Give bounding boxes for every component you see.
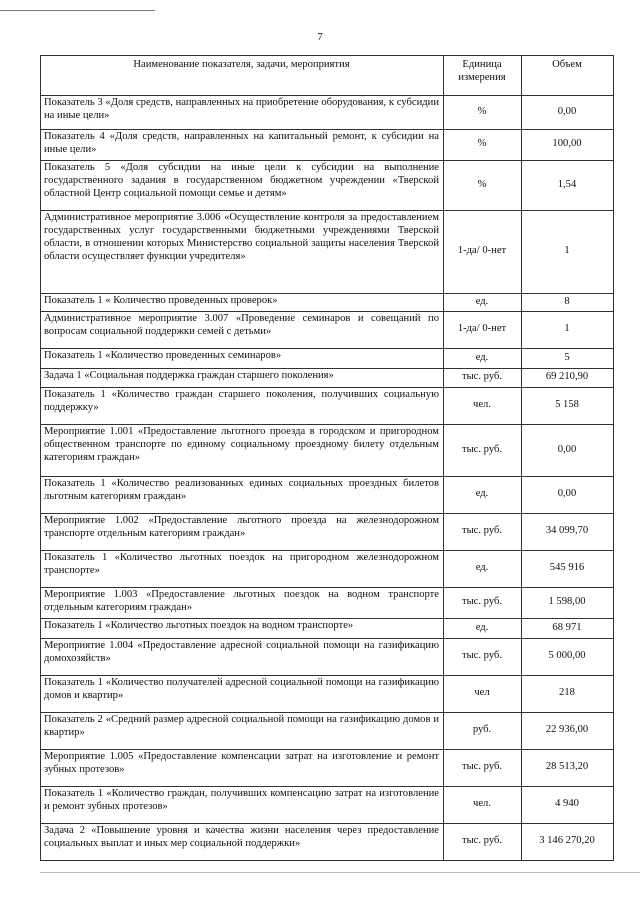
row-value: 0,00 xyxy=(522,425,614,477)
row-unit: % xyxy=(444,96,522,130)
row-unit: 1-да/ 0-нет xyxy=(444,211,522,294)
row-unit: тыс. руб. xyxy=(444,425,522,477)
row-unit: чел. xyxy=(444,388,522,425)
row-value: 1 598,00 xyxy=(522,588,614,619)
row-value: 28 513,20 xyxy=(522,750,614,787)
header-name: Наименование показателя, задачи, мероприятия xyxy=(41,56,444,96)
row-unit: % xyxy=(444,161,522,211)
row-value: 22 936,00 xyxy=(522,713,614,750)
row-name: Мероприятие 1.004 «Предоставление адресной социальной помощи на газификацию домохозяйств» xyxy=(41,639,444,676)
table-row xyxy=(41,369,614,388)
row-name: Показатель 1 «Количество льготных поездок на пригородном железнодорожном транспорте» xyxy=(41,551,444,588)
row-name: Показатель 1 «Количество льготных поездок на водном транспорте» xyxy=(41,619,444,639)
table-row xyxy=(41,514,614,551)
row-name: Показатель 1 «Количество получателей адресной социальной помощи на газификацию домов и квартир» xyxy=(41,676,444,713)
row-name: Показатель 1 «Количество реализованных единых социальных проездных билетов льготным категориям граждан» xyxy=(41,477,444,514)
row-unit: тыс. руб. xyxy=(444,369,522,388)
table-row xyxy=(41,619,614,639)
row-unit: тыс. руб. xyxy=(444,514,522,551)
row-name: Показатель 4 «Доля средств, направленных на капитальный ремонт, к субсидии на иные цели» xyxy=(41,130,444,161)
row-unit: ед. xyxy=(444,619,522,639)
row-unit: ед. xyxy=(444,294,522,312)
row-unit: 1-да/ 0-нет xyxy=(444,312,522,349)
row-value: 5 158 xyxy=(522,388,614,425)
table-row xyxy=(41,713,614,750)
indicators-table xyxy=(40,55,614,861)
row-value: 5 000,00 xyxy=(522,639,614,676)
row-value: 3 146 270,20 xyxy=(522,824,614,861)
row-name: Задача 2 «Повышение уровня и качества жизни населения через предоставление социальных выплат и иных мер социальной поддержки» xyxy=(41,824,444,861)
table-row xyxy=(41,425,614,477)
row-value: 545 916 xyxy=(522,551,614,588)
row-unit: чел. xyxy=(444,787,522,824)
row-value: 4 940 xyxy=(522,787,614,824)
table-row xyxy=(41,824,614,861)
row-value: 1 xyxy=(522,211,614,294)
table-row xyxy=(41,130,614,161)
row-value: 100,00 xyxy=(522,130,614,161)
table-row xyxy=(41,588,614,619)
table-row xyxy=(41,96,614,130)
row-name: Административное мероприятие 3.006 «Осуществление контроля за предоставлением государственных услуг государственными бюджетными учреждениями Тверской области, в отношении которых Министерство социальной защиты населения Тверской области осуществляет функции учредителя» xyxy=(41,211,444,294)
row-value: 8 xyxy=(522,294,614,312)
row-name: Показатель 1 «Количество граждан, получивших компенсацию затрат на изготовление и ремонт зубных протезов» xyxy=(41,787,444,824)
row-name: Мероприятие 1.001 «Предоставление льготного проезда в городском и пригородном общественном транспорте по единому социальному проездному билету отдельным категориям граждан» xyxy=(41,425,444,477)
table-row xyxy=(41,750,614,787)
row-value: 1,54 xyxy=(522,161,614,211)
row-unit: тыс. руб. xyxy=(444,588,522,619)
row-value: 69 210,90 xyxy=(522,369,614,388)
row-name: Показатель 1 « Количество проведенных проверок» xyxy=(41,294,444,312)
row-value: 5 xyxy=(522,349,614,369)
row-name: Мероприятие 1.002 «Предоставление льготного проезда на железнодорожном транспорте отдельным категориям граждан» xyxy=(41,514,444,551)
table-row xyxy=(41,161,614,211)
row-name: Административное мероприятие 3.007 «Проведение семинаров и совещаний по вопросам социальной поддержки семей с детьми» xyxy=(41,312,444,349)
row-name: Задача 1 «Социальная поддержка граждан старшего поколения» xyxy=(41,369,444,388)
header-unit: Единица измерения xyxy=(444,56,522,96)
row-name: Мероприятие 1.005 «Предоставление компенсации затрат на изготовление и ремонт зубных протезов» xyxy=(41,750,444,787)
row-value: 0,00 xyxy=(522,477,614,514)
row-name: Мероприятие 1.003 «Предоставление льготных поездок на водном транспорте отдельным категориям граждан» xyxy=(41,588,444,619)
row-unit: ед. xyxy=(444,477,522,514)
row-value: 218 xyxy=(522,676,614,713)
row-unit: % xyxy=(444,130,522,161)
row-name: Показатель 2 «Средний размер адресной социальной помощи на газификацию домов и квартир» xyxy=(41,713,444,750)
row-unit: ед. xyxy=(444,551,522,588)
table-row xyxy=(41,787,614,824)
row-value: 1 xyxy=(522,312,614,349)
page-number: 7 xyxy=(317,31,323,43)
row-unit: тыс. руб. xyxy=(444,824,522,861)
row-value: 34 099,70 xyxy=(522,514,614,551)
row-name: Показатель 1 «Количество граждан старшего поколения, получивших социальную поддержку» xyxy=(41,388,444,425)
table-row xyxy=(41,312,614,349)
table-row xyxy=(41,211,614,294)
row-value: 68 971 xyxy=(522,619,614,639)
row-unit: тыс. руб. xyxy=(444,639,522,676)
row-unit: чел xyxy=(444,676,522,713)
header-value: Объем xyxy=(522,56,614,96)
table-row xyxy=(41,639,614,676)
table-row xyxy=(41,477,614,514)
table-row xyxy=(41,676,614,713)
row-unit: ед. xyxy=(444,349,522,369)
table-row xyxy=(41,388,614,425)
row-name: Показатель 3 «Доля средств, направленных на приобретение оборудования, к субсидии на иные цели» xyxy=(41,96,444,130)
table-header-row xyxy=(41,56,614,96)
top-rule xyxy=(0,10,155,11)
row-name: Показатель 1 «Количество проведенных семинаров» xyxy=(41,349,444,369)
table-row xyxy=(41,349,614,369)
row-name: Показатель 5 «Доля субсидии на иные цели к субсидии на выполнение государственного задания в государственном бюджетном учреждении «Тверской областной Центр социальной помощи семье и детям» xyxy=(41,161,444,211)
row-value: 0,00 xyxy=(522,96,614,130)
table-row xyxy=(41,551,614,588)
row-unit: тыс. руб. xyxy=(444,750,522,787)
row-unit: руб. xyxy=(444,713,522,750)
table-row xyxy=(41,294,614,312)
bottom-rule xyxy=(40,872,640,873)
